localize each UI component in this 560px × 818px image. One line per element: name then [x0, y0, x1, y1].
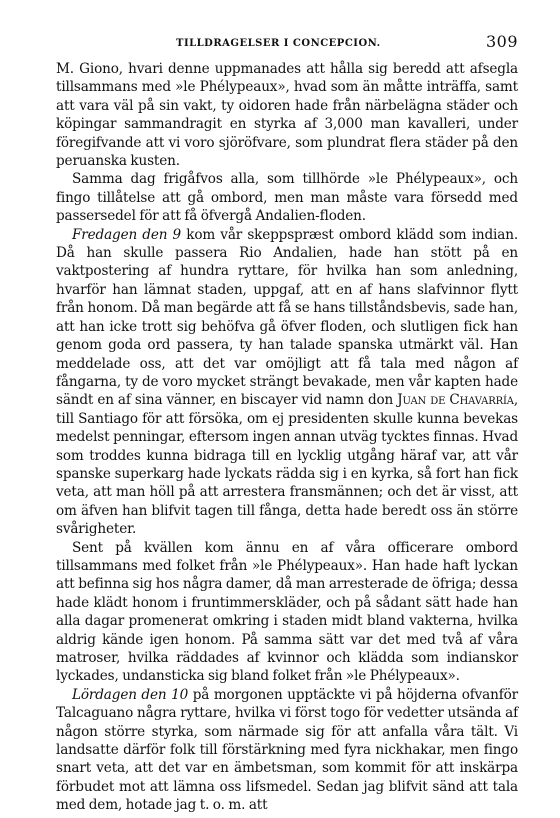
paragraph-3: [56, 226, 518, 539]
paragraph-4: Sent på kvällen kom ännu en af våra officerare ombord tillsammans med folket från »le Phélypeaux». Han hade haft lyckan att befinna sig hos några damer, då man arresterade de öfriga; dessa hade klädt honom i fruntimmerskläder, och på sådant sätt hade han alla dagar promenerat omkring i staden midt bland vakterna, hvilka aldrig kände igen honom. På samma sätt var det med två af våra matroser, hvilka räddades af kvinnor och klädda som indianskor lyckades, undansticka sig bland folket från »le Phélypeaux».: [56, 539, 518, 685]
person-name: Juan de Chavarría: [397, 392, 514, 409]
page-header: [56, 30, 518, 54]
body-text: [56, 60, 518, 815]
paragraph-3-text-a: kom vår skeppspræst ombord klädd som indian. Då han skulle passera Rio Andalien, hade han stött på en vaktpostering af hundra ryttare, för hvilka han som anledning, hvarför han lämnat staden, uppgaf, att en af hans slafvinnor flytt från honom. Då man begärde att få se hans tillståndsbevis, sade han, att han icke trott sig behöfva gå öfver floden, och slutligen fick han genom goda ord passera, ty han talade spanska utmärkt väl. Han meddelade oss, att det var omöjligt att få tala med någon af fångarna, ty de voro mycket strängt bevakade, men vår kapten hade sändt en af sina vänner, en biscayer vid namn don: [56, 226, 518, 409]
paragraph-2: Samma dag frigåfvos alla, som tillhörde »le Phélypeaux», och fingo tillåtelse att gå ombord, men man måste vara försedd med passersedel för att få öfvergå Andalien-floden.: [56, 171, 518, 225]
paragraph-3-text-b: , till Santiago för att försöka, om ej presidenten skulle kunna bevekas medelst penningar, eftersom ingen annan utväg tycktes finnas. Hvad som troddes kunna bidraga till en lycklig utgång häraf var, att vår spanske superkarg hade lyckats rädda sig i en kyrka, så fort han fick veta, att man höll på att arrestera fransmännen; och det är visst, att om äfven han blifvit tagen till fånga, detta hade beredt oss än större svårigheter.: [56, 392, 518, 538]
paragraph-5: [56, 686, 518, 815]
date-friday: Fredagen den 9: [72, 226, 182, 243]
page-number: 309: [485, 32, 518, 51]
running-title: TILLDRAGELSER I CONCEPCION.: [176, 38, 381, 49]
paragraph-1: M. Giono, hvari denne uppmanades att hålla sig beredd att afsegla tillsammans med »le Phélypeaux», hvad som än måtte inträffa, samt att vara väl på sin vakt, ty oidoren hade från närbelägna städer och köpingar sammandragit en styrka af 3,000 man kavalleri, under föregifvande att vi voro sjöröfvare, som plundrat flera städer på den peruanska kusten.: [56, 61, 518, 170]
book-page: [56, 30, 518, 815]
paragraph-5-text: på morgonen upptäckte vi på höjderna ofvanför Talcaguano några ryttare, hvilka vi först togo för vedetter utsända af någon större styrka, som närmade sig för att anfalla våra tält. Vi landsatte därför folk till förstärkning med fyra nickhakar, men fingo snart veta, att det var en ämbetsman, som kommit för att inskärpa förbudet mot att lämna oss lifsmedel. Sedan jag blifvit sänd att tala med dem, hotade jag t. o. m. att: [56, 686, 518, 814]
date-saturday: Lördagen den 10: [72, 686, 189, 703]
